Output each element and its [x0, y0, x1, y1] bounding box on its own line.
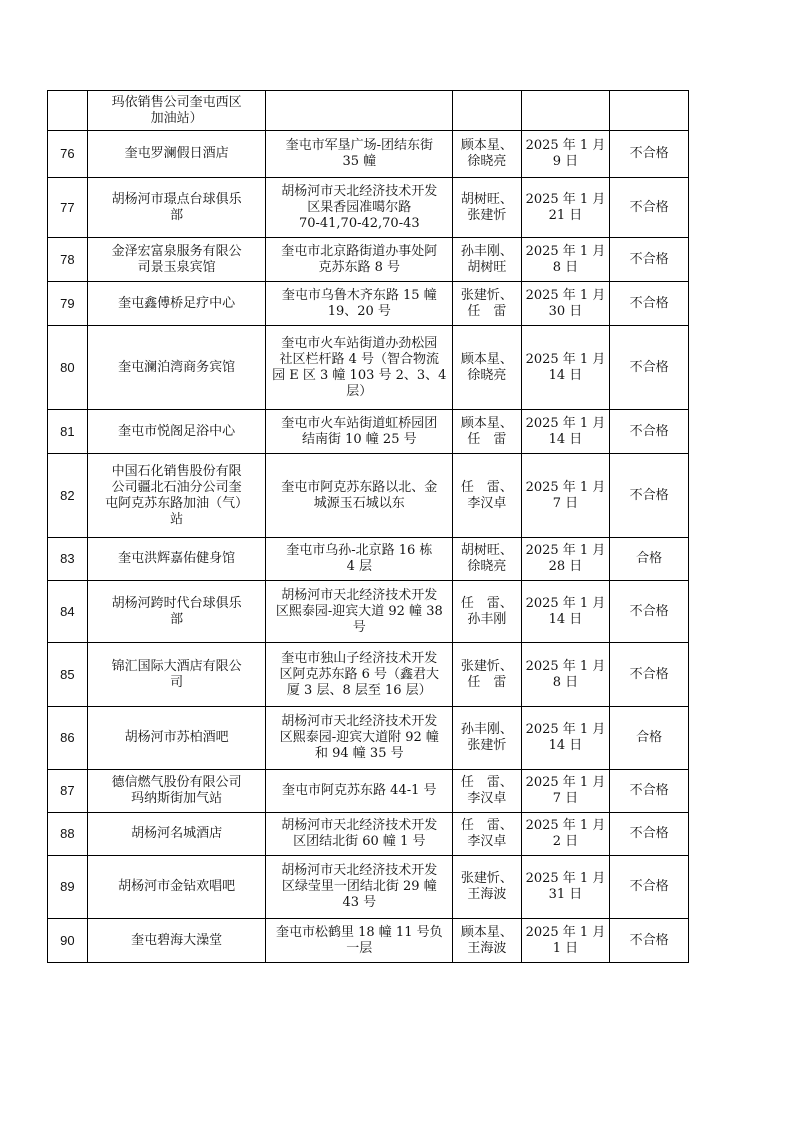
inspection-date: 2025 年 1 月 7 日 [525, 479, 606, 511]
address: 胡杨河市天北经济技术开发 区团结北街 60 幢 1 号 [281, 818, 438, 849]
establishment-name-cell [87, 919, 266, 963]
row-number: 83 [60, 551, 75, 566]
inspectors-cell [453, 410, 521, 454]
row-number: 87 [60, 783, 75, 798]
establishment-name: 德信燃气股份有限公司 玛纳斯街加气站 [111, 775, 242, 806]
table-row [48, 538, 689, 581]
inspectors: 孙丰刚、 张建忻 [460, 722, 513, 753]
address-cell [266, 707, 453, 770]
inspection-date-cell [521, 643, 610, 707]
result: 不合格 [629, 146, 669, 161]
inspectors-cell [453, 91, 521, 131]
result-cell [610, 178, 689, 238]
result-cell [610, 410, 689, 454]
inspectors-cell [453, 454, 521, 538]
establishment-name: 胡杨河市璟点台球俱乐 部 [111, 191, 242, 223]
result: 不合格 [629, 423, 669, 439]
inspection-date: 2025 年 1 月 14 日 [525, 595, 606, 627]
inspection-date: 2025 年 1 月 30 日 [525, 287, 606, 319]
inspectors: 孙丰刚、 胡树旺 [460, 243, 513, 275]
address-cell [266, 178, 453, 238]
address: 奎屯市火车站街道虹桥园团 结南街 10 幢 25 号 [281, 415, 438, 447]
row-number: 85 [60, 666, 75, 682]
row-number-cell [48, 538, 88, 581]
result: 不合格 [629, 199, 669, 215]
establishment-name: 玛依销售公司奎屯西区 加油站） [111, 94, 242, 126]
result-cell [610, 91, 689, 131]
inspection-date-cell [521, 770, 610, 813]
inspectors-cell [453, 131, 521, 178]
result: 不合格 [629, 783, 669, 798]
row-number: 84 [60, 603, 75, 619]
row-number-cell [48, 410, 88, 454]
establishment-name: 奎屯鑫傅桥足疗中心 [118, 295, 236, 311]
inspectors-cell [453, 178, 521, 238]
inspectors-cell [453, 581, 521, 643]
address: 奎屯市松鹤里 18 幢 11 号负 一层 [275, 924, 443, 956]
result-cell [610, 770, 689, 813]
address: 奎屯市火车站街道办劲松园 社区栏杆路 4 号（智合物流 园 E 区 3 幢 103 号 2、3、4 层） [272, 335, 447, 399]
row-number: 80 [60, 359, 75, 375]
result-cell [610, 813, 689, 856]
address: 奎屯市乌孙-北京路 16 栋 4 层 [286, 543, 433, 574]
inspection-date: 2025 年 1 月 9 日 [525, 138, 606, 169]
establishment-name: 胡杨河市金钻欢唱吧 [118, 879, 236, 894]
address: 奎屯市北京路街道办事处阿 克苏东路 8 号 [281, 243, 438, 275]
table-row [48, 131, 689, 178]
result: 合格 [636, 551, 663, 566]
inspection-date-cell [521, 919, 610, 963]
inspection-date-cell [521, 707, 610, 770]
establishment-name-cell [87, 326, 266, 410]
address: 奎屯市阿克苏东路以北、金 城源玉石城以东 [281, 479, 438, 511]
inspection-date: 2025 年 1 月 21 日 [525, 191, 606, 223]
address-cell [266, 813, 453, 856]
table-row [48, 770, 689, 813]
table-row [48, 326, 689, 410]
result: 不合格 [629, 295, 669, 311]
inspection-date: 2025 年 1 月 14 日 [525, 415, 606, 447]
establishment-name-cell [87, 238, 266, 282]
inspectors: 顾本星、 王海波 [460, 924, 513, 956]
inspectors: 顾本星、 徐晓亮 [460, 351, 513, 383]
address: 胡杨河市天北经济技术开发 区绿莹里一团结北街 29 幢 43 号 [281, 863, 438, 910]
inspection-date-cell [521, 813, 610, 856]
address: 奎屯市独山子经济技术开发 区阿克苏东路 6 号（鑫君大 厦 3 层、8 层至 16 层） [279, 650, 440, 698]
result: 不合格 [629, 826, 669, 841]
establishment-name: 胡杨河市苏柏酒吧 [124, 730, 229, 745]
result: 不合格 [629, 251, 669, 267]
row-number-cell [48, 813, 88, 856]
inspectors-cell [453, 643, 521, 707]
inspection-date-cell [521, 326, 610, 410]
result-cell [610, 581, 689, 643]
row-number-cell [48, 454, 88, 538]
inspection-date-cell [521, 538, 610, 581]
result-cell [610, 643, 689, 707]
row-number-cell [48, 131, 88, 178]
result-cell [610, 538, 689, 581]
establishment-name: 胡杨河跨时代台球俱乐 部 [111, 595, 242, 627]
inspectors: 张建忻、 王海波 [460, 871, 513, 902]
address-cell [266, 326, 453, 410]
establishment-name-cell [87, 454, 266, 538]
result-cell [610, 238, 689, 282]
result-cell [610, 131, 689, 178]
establishment-name: 奎屯罗澜假日酒店 [124, 146, 229, 161]
inspection-date-cell [521, 581, 610, 643]
address-cell [266, 856, 453, 919]
establishment-name-cell [87, 282, 266, 326]
inspection-date: 2025 年 1 月 8 日 [525, 658, 606, 690]
result-cell [610, 856, 689, 919]
result-cell [610, 326, 689, 410]
result-cell [610, 282, 689, 326]
address: 奎屯市军垦广场-团结东街 35 幢 [285, 138, 433, 169]
result: 不合格 [629, 487, 669, 503]
establishment-name: 奎屯澜泊湾商务宾馆 [118, 359, 236, 375]
row-number-cell [48, 856, 88, 919]
inspectors-cell [453, 282, 521, 326]
result-cell [610, 454, 689, 538]
row-number: 79 [60, 295, 75, 311]
establishment-name: 锦汇国际大酒店有限公 司 [111, 658, 242, 690]
inspectors-cell [453, 770, 521, 813]
table-row [48, 643, 689, 707]
address: 奎屯市阿克苏东路 44-1 号 [282, 783, 437, 798]
result: 不合格 [629, 359, 669, 375]
inspection-date-cell [521, 856, 610, 919]
inspection-date: 2025 年 1 月 14 日 [525, 722, 606, 753]
inspection-date-cell [521, 238, 610, 282]
inspectors-cell [453, 707, 521, 770]
address-cell [266, 91, 453, 131]
inspection-date: 2025 年 1 月 1 日 [525, 924, 606, 956]
row-number: 77 [60, 199, 75, 215]
address-cell [266, 538, 453, 581]
inspection-date: 2025 年 1 月 14 日 [525, 351, 606, 383]
establishment-name-cell [87, 178, 266, 238]
establishment-name: 胡杨河名城酒店 [131, 826, 223, 841]
result-cell [610, 919, 689, 963]
row-number-cell [48, 178, 88, 238]
inspectors-cell [453, 326, 521, 410]
address: 胡杨河市天北经济技术开发 区果香园准噶尔路 70-41,70-42,70-43 [281, 183, 438, 231]
establishment-name: 中国石化销售股份有限 公司疆北石油分公司奎 屯阿克苏东路加油（气） 站 [105, 463, 249, 527]
address-cell [266, 238, 453, 282]
address: 奎屯市乌鲁木齐东路 15 幢 19、20 号 [281, 287, 437, 319]
inspectors: 任 雷、 李汉卓 [460, 818, 513, 849]
address-cell [266, 410, 453, 454]
establishment-name: 金泽宏富泉服务有限公 司景玉泉宾馆 [111, 243, 242, 275]
inspection-date-cell [521, 91, 610, 131]
result: 不合格 [629, 879, 669, 894]
table-row [48, 919, 689, 963]
result-cell [610, 707, 689, 770]
address: 胡杨河市天北经济技术开发 区熙泰园-迎宾大道附 92 幢 和 94 幢 35 号 [279, 714, 439, 761]
address-cell [266, 581, 453, 643]
table-row [48, 282, 689, 326]
row-number: 89 [60, 879, 75, 894]
inspectors: 胡树旺、 徐晓亮 [460, 543, 513, 574]
inspectors: 任 雷、 李汉卓 [460, 479, 513, 511]
row-number-cell [48, 770, 88, 813]
table-row [48, 178, 689, 238]
inspectors: 顾本星、 徐晓亮 [460, 138, 513, 169]
inspection-date: 2025 年 1 月 8 日 [525, 243, 606, 275]
establishment-name-cell [87, 707, 266, 770]
inspectors-cell [453, 856, 521, 919]
inspectors: 顾本星、 任 雷 [460, 415, 513, 447]
establishment-name-cell [87, 581, 266, 643]
establishment-name: 奎屯市悦阁足浴中心 [118, 423, 236, 439]
table-row [48, 707, 689, 770]
establishment-name-cell [87, 410, 266, 454]
address-cell [266, 131, 453, 178]
inspectors-cell [453, 538, 521, 581]
row-number-cell [48, 643, 88, 707]
row-number-cell [48, 238, 88, 282]
inspectors-cell [453, 813, 521, 856]
row-number: 81 [60, 423, 75, 439]
address-cell [266, 643, 453, 707]
row-number-cell [48, 326, 88, 410]
address-cell [266, 282, 453, 326]
inspection-date: 2025 年 1 月 31 日 [525, 871, 606, 902]
inspection-date-cell [521, 282, 610, 326]
row-number: 82 [60, 487, 75, 503]
result: 合格 [636, 730, 663, 745]
inspection-date-cell [521, 131, 610, 178]
row-number: 76 [60, 146, 75, 161]
table-row [48, 454, 689, 538]
establishment-name-cell [87, 91, 266, 131]
result: 不合格 [629, 666, 669, 682]
row-number-cell [48, 282, 88, 326]
table-body [48, 91, 689, 963]
inspection-date: 2025 年 1 月 2 日 [525, 818, 606, 849]
table-row [48, 813, 689, 856]
inspectors-cell [453, 919, 521, 963]
establishment-name: 奎屯洪辉嘉佑健身馆 [118, 551, 236, 566]
inspectors: 任 雷、 孙丰刚 [460, 595, 513, 627]
establishment-name-cell [87, 131, 266, 178]
row-number: 78 [60, 251, 75, 267]
table-row [48, 581, 689, 643]
inspection-date: 2025 年 1 月 7 日 [525, 775, 606, 806]
establishment-name-cell [87, 813, 266, 856]
establishment-name-cell [87, 856, 266, 919]
table-row [48, 238, 689, 282]
table-row [48, 91, 689, 131]
inspectors: 胡树旺、 张建忻 [460, 191, 513, 223]
establishment-name: 奎屯碧海大澡堂 [131, 932, 223, 948]
row-number: 88 [60, 826, 75, 841]
row-number-cell [48, 581, 88, 643]
result: 不合格 [629, 932, 669, 948]
address: 胡杨河市天北经济技术开发 区熙泰园-迎宾大道 92 幢 38 号 [275, 587, 443, 635]
row-number: 86 [60, 730, 75, 745]
inspection-table [47, 90, 689, 963]
row-number-cell [48, 919, 88, 963]
result: 不合格 [629, 603, 669, 619]
row-number-cell [48, 707, 88, 770]
table-row [48, 410, 689, 454]
establishment-name-cell [87, 538, 266, 581]
inspectors: 张建忻、 任 雷 [460, 287, 513, 319]
inspection-date-cell [521, 410, 610, 454]
address-cell [266, 454, 453, 538]
inspectors-cell [453, 238, 521, 282]
inspection-date-cell [521, 178, 610, 238]
row-number-cell [48, 91, 88, 131]
address-cell [266, 770, 453, 813]
establishment-name-cell [87, 770, 266, 813]
inspection-date: 2025 年 1 月 28 日 [525, 543, 606, 574]
address-cell [266, 919, 453, 963]
inspectors: 张建忻、 任 雷 [460, 658, 513, 690]
establishment-name-cell [87, 643, 266, 707]
table-row [48, 856, 689, 919]
inspectors: 任 雷、 李汉卓 [460, 775, 513, 806]
row-number: 90 [60, 932, 75, 948]
inspection-date-cell [521, 454, 610, 538]
